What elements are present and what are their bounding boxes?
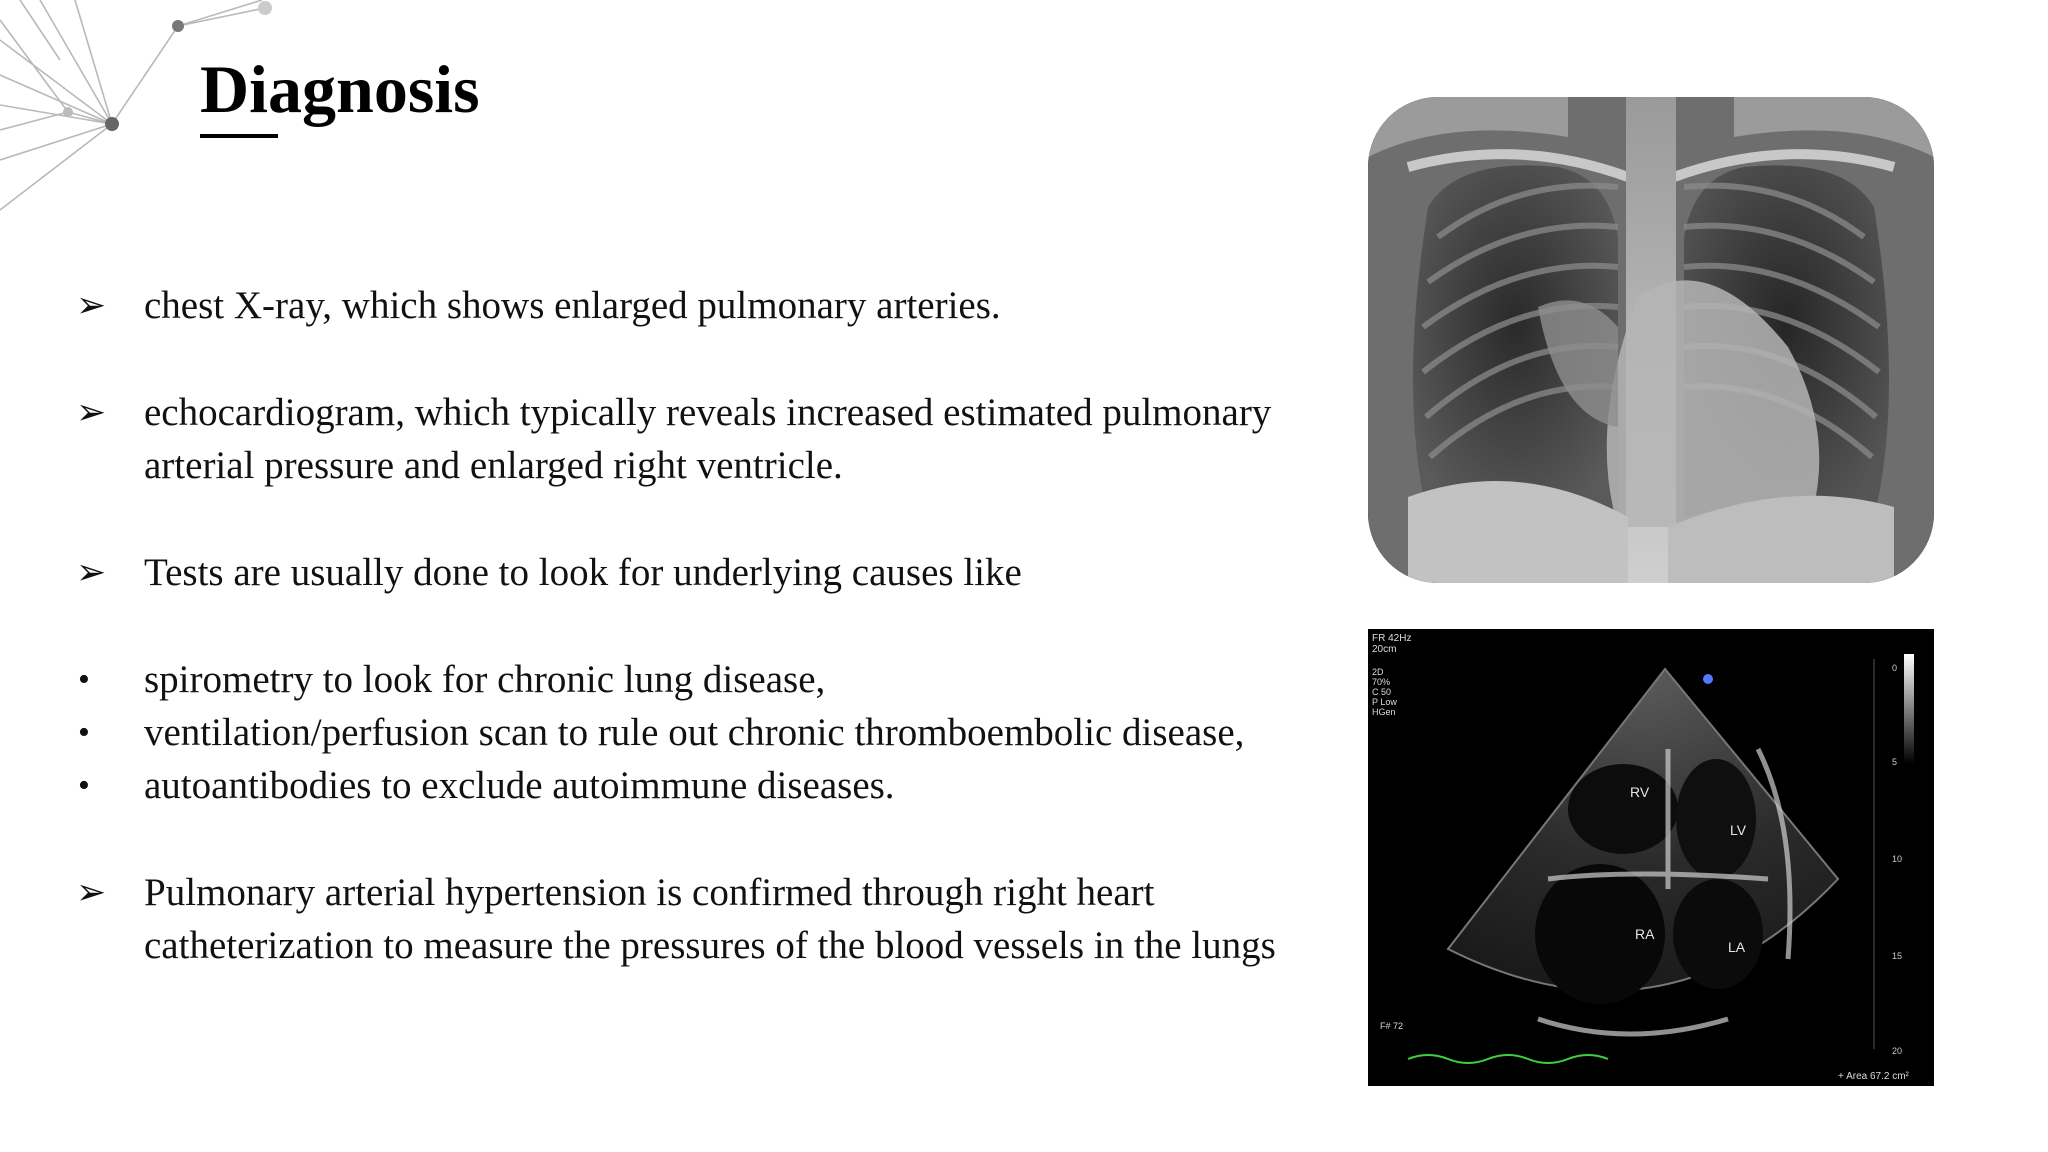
arrow-bullet-icon: ➢ <box>76 552 107 592</box>
lv-label: LV <box>1730 822 1747 838</box>
slide-title: Diagnosis <box>200 51 480 127</box>
title-underline <box>200 134 278 138</box>
echo-header-line: FR 42Hz <box>1372 633 1412 644</box>
echo-side-line: HGen <box>1372 707 1396 717</box>
echo-side-line: 2D <box>1372 667 1384 677</box>
bullet-tests <box>144 546 1344 599</box>
rv-label: RV <box>1630 784 1650 800</box>
echo-header-line: 20cm <box>1372 644 1397 655</box>
bullet-autoantibodies <box>144 759 1344 812</box>
depth-tick: 20 <box>1892 1046 1903 1056</box>
echo-side-line: C 50 <box>1372 687 1392 697</box>
echocardiogram-image <box>1368 629 1934 1086</box>
bullet-catheterization <box>144 866 1344 972</box>
bullet-line: catheterization to measure the pressures of the blood vessels in the lungs <box>144 924 1276 967</box>
dot-bullet-icon: • <box>78 767 90 804</box>
echo-side-line: 70% <box>1372 677 1391 687</box>
chest-xray-icon <box>1368 97 1934 583</box>
bullet-vq-scan <box>144 706 1344 759</box>
ra-label: RA <box>1635 926 1655 942</box>
chest-xray-image <box>1368 97 1934 583</box>
bullet-line: ventilation/perfusion scan to rule out chronic thromboembolic disease, <box>144 711 1245 754</box>
bullet-echocardiogram <box>144 386 1344 492</box>
echo-side-line: P Low <box>1372 697 1397 707</box>
echocardiogram-icon <box>1368 629 1934 1086</box>
bullet-line: Tests are usually done to look for underlying causes like <box>144 551 1022 594</box>
depth-tick: 15 <box>1892 951 1903 961</box>
bullet-line: chest X-ray, which shows enlarged pulmonary arteries. <box>144 284 1001 327</box>
arrow-bullet-icon: ➢ <box>76 285 107 325</box>
depth-tick: 0 <box>1892 663 1898 673</box>
depth-tick: 10 <box>1892 854 1903 864</box>
area-readout: + Area 67.2 cm² <box>1838 1071 1909 1082</box>
bullet-chest-xray <box>144 279 1344 332</box>
arrow-bullet-icon: ➢ <box>76 392 107 432</box>
bullet-line: arterial pressure and enlarged right ventricle. <box>144 444 843 487</box>
bullet-spirometry <box>144 653 1344 706</box>
la-label: LA <box>1728 939 1746 955</box>
frame-label: F# 72 <box>1380 1021 1404 1031</box>
bullet-line: autoantibodies to exclude autoimmune diseases. <box>144 764 895 807</box>
bullet-line: Pulmonary arterial hypertension is confirmed through right heart <box>144 871 1155 914</box>
probe-marker-icon <box>1703 674 1713 684</box>
dot-bullet-icon: • <box>78 661 90 698</box>
depth-tick: 5 <box>1892 757 1898 767</box>
bullet-line: spirometry to look for chronic lung disease, <box>144 658 826 701</box>
dot-bullet-icon: • <box>78 714 90 751</box>
bullet-line: echocardiogram, which typically reveals increased estimated pulmonary <box>144 391 1272 434</box>
grayscale-bar <box>1904 654 1914 764</box>
arrow-bullet-icon: ➢ <box>76 872 107 912</box>
